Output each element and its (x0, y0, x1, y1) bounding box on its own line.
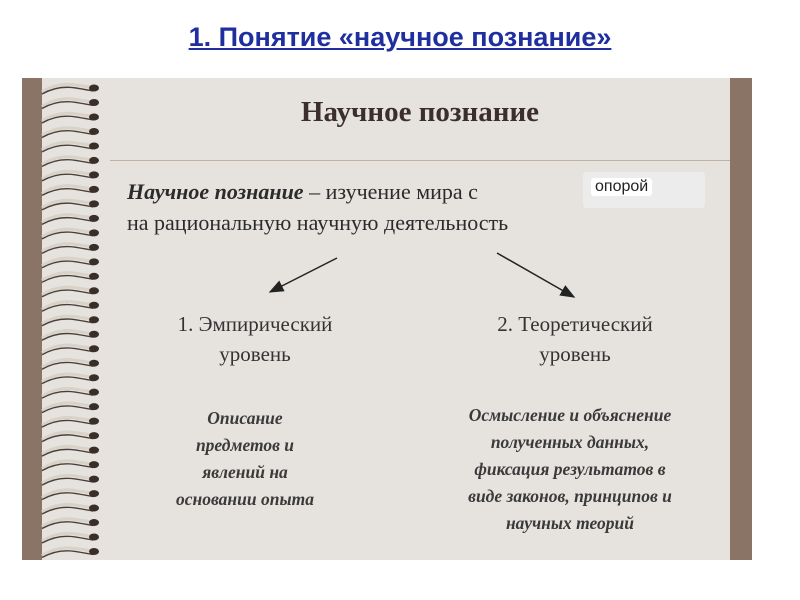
empirical-desc-line: Описание (207, 408, 283, 428)
tooltip-text: опорой (591, 178, 652, 196)
binding-ring (42, 388, 99, 398)
theoretical-level-line1: 2. Теоретический (497, 312, 653, 336)
definition-line2: на рациональную научную деятельность (127, 210, 509, 235)
definition-term: Научное познание (127, 179, 304, 204)
binding-ring (42, 215, 99, 225)
binding-ring (42, 519, 99, 529)
binding-ring (42, 475, 99, 485)
theoretical-desc-line: виде законов, принципов и (468, 486, 672, 506)
binding-ring (42, 403, 99, 413)
empirical-level-line2: уровень (219, 342, 291, 366)
binding-ring (42, 186, 99, 196)
binding-ring (42, 287, 99, 297)
binding-ring (42, 432, 99, 442)
spiral-binding-icon (38, 80, 108, 558)
binding-ring (42, 113, 99, 123)
binding-ring (42, 171, 99, 181)
theoretical-level-line2: уровень (539, 342, 611, 366)
binding-ring (42, 360, 99, 370)
binding-ring (42, 142, 99, 152)
binding-ring (42, 446, 99, 456)
binding-ring (42, 504, 99, 514)
theoretical-desc-line: полученных данных, (490, 432, 650, 452)
binding-ring (42, 244, 99, 254)
binding-ring (42, 345, 99, 355)
binding-ring (42, 331, 99, 341)
binding-ring (42, 374, 99, 384)
binding-ring (42, 84, 99, 94)
theoretical-desc-line: фиксация результатов в (474, 459, 666, 479)
empirical-description (125, 405, 365, 513)
binding-ring (42, 533, 99, 543)
binding-ring (42, 273, 99, 283)
binding-ring (42, 548, 99, 558)
binding-ring (42, 417, 99, 427)
binding-ring (42, 461, 99, 471)
binding-ring (42, 99, 99, 109)
divider (110, 160, 730, 161)
binding-ring (42, 229, 99, 239)
notebook-edge-right (730, 78, 752, 560)
binding-ring (42, 258, 99, 268)
empirical-desc-line: явлений на (202, 462, 288, 482)
definition-line1: – изучение мира с (303, 179, 478, 204)
slide-title: 1. Понятие «научное познание» (188, 22, 612, 52)
binding-ring (42, 200, 99, 210)
binding-ring (42, 490, 99, 500)
empirical-level-line1: 1. Эмпирический (177, 312, 333, 336)
empirical-desc-line: предметов и (195, 435, 295, 455)
theoretical-desc-line: Осмысление и объяснение (468, 405, 672, 425)
card-heading: Научное познание (300, 96, 540, 128)
tooltip-popup (583, 172, 705, 208)
empirical-desc-line: основании опыта (176, 489, 314, 509)
binding-ring (42, 302, 99, 312)
binding-ring (42, 316, 99, 326)
theoretical-level-label (455, 309, 695, 369)
theoretical-desc-line: научных теорий (505, 513, 635, 533)
binding-ring (42, 128, 99, 138)
binding-ring (42, 157, 99, 167)
empirical-level-label (135, 309, 375, 369)
theoretical-description (415, 402, 725, 537)
